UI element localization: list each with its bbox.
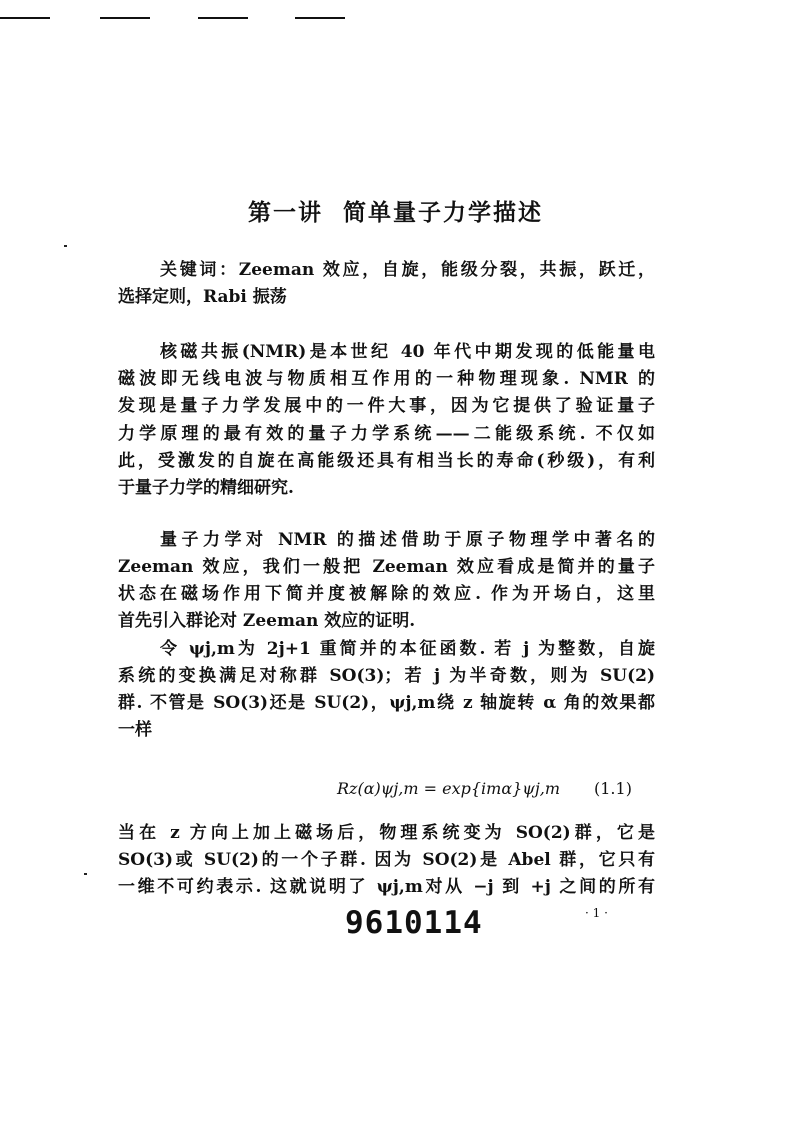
text-line: 一样 — [118, 720, 152, 740]
text-line: 力学原理的最有效的量子力学系统——二能级系统. 不仅如 — [118, 424, 655, 444]
chapter-number: 第一讲 — [248, 200, 323, 226]
text-line: 群. 不管是 SO(3)还是 SU(2)，ψj,m绕 z 轴旋转 α 角的效果都 — [118, 693, 655, 713]
scan-speck — [84, 873, 87, 875]
keywords-line: 选择定则，Rabi 振荡 — [118, 287, 287, 307]
chapter-title: 简单量子力学描述 — [343, 200, 543, 226]
equation-number: (1.1) — [594, 779, 632, 798]
text-line: 令 ψj,m为 2j+1 重简并的本征函数. 若 j 为整数，自旋 — [160, 639, 655, 659]
scan-rule — [295, 17, 345, 19]
chapter-heading — [0, 198, 791, 228]
scan-rule — [198, 17, 248, 19]
text-line: Zeeman 效应，我们一般把 Zeeman 效应看成是简并的量子 — [118, 557, 655, 577]
equation: Rz(α)ψj,m = exp{imα}ψj,m — [337, 779, 561, 798]
text-line: 磁波即无线电波与物质相互作用的一种物理现象. NMR 的 — [118, 369, 655, 389]
text-line: 于量子力学的精细研究. — [118, 478, 294, 498]
scan-speck — [64, 245, 67, 247]
text-line: 核磁共振(NMR)是本世纪 40 年代中期发现的低能量电 — [160, 342, 655, 362]
scan-rule — [100, 17, 150, 19]
text-line: 量子力学对 NMR 的描述借助于原子物理学中著名的 — [160, 530, 655, 550]
text-line: 此，受激发的自旋在高能级还具有相当长的寿命(秒级)，有利 — [118, 451, 655, 471]
text-line: 首先引入群论对 Zeeman 效应的证明. — [118, 611, 416, 631]
catalog-stamp: 9610114 — [345, 905, 483, 941]
text-line: 当在 z 方向上加上磁场后，物理系统变为 SO(2)群，它是 — [118, 823, 655, 843]
page-number: · 1 · — [585, 906, 608, 920]
text-line: SO(3)或 SU(2)的一个子群. 因为 SO(2)是 Abel 群，它只有 — [118, 850, 655, 870]
text-line: 状态在磁场作用下简并度被解除的效应. 作为开场白，这里 — [118, 584, 655, 604]
keywords-line: 关键词：Zeeman 效应，自旋，能级分裂，共振，跃迁， — [160, 260, 655, 280]
scan-rule — [0, 17, 50, 19]
text-line: 发现是量子力学发展中的一件大事，因为它提供了验证量子 — [118, 396, 655, 416]
text-line: 系统的变换满足对称群 SO(3)；若 j 为半奇数，则为 SU(2) — [118, 666, 655, 686]
text-line: 一维不可约表示. 这就说明了 ψj,m对从 −j 到 +j 之间的所有 — [118, 877, 655, 897]
